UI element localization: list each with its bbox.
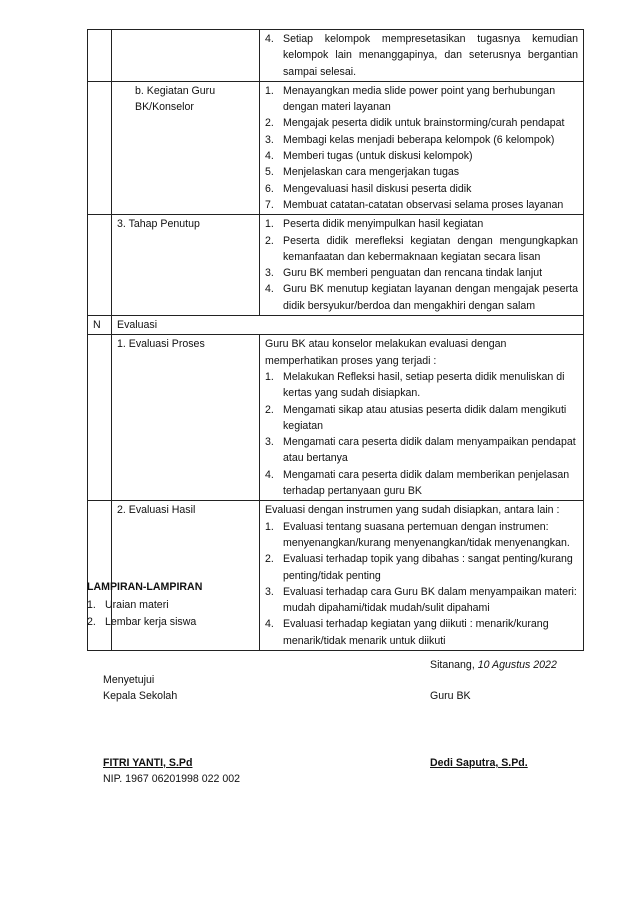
list-item: 5. Menjelaskan cara mengerjakan tugas xyxy=(265,166,460,179)
left-role: Kepala Sekolah xyxy=(103,690,178,702)
table-row xyxy=(88,335,584,501)
lesson-plan-table xyxy=(87,29,584,651)
list-item: 2. Mengamati sikap atau atusias peserta didik dalam mengikuti kegiatan xyxy=(265,403,567,432)
penutup-list xyxy=(260,215,584,316)
lampiran-list xyxy=(87,597,196,630)
signature-place-date: Sitanang, 10 Agustus 2022 xyxy=(430,659,557,671)
list-item: 6. Mengevaluasi hasil diskusi peserta didik xyxy=(265,182,472,195)
list-item: 2. Evaluasi terhadap topik yang dibahas : sangat penting/kurang penting/tidak penting xyxy=(265,553,573,582)
table-row xyxy=(88,81,584,214)
list-item: 3. Membagi kelas menjadi beberapa kelompok (6 kelompok) xyxy=(265,133,555,146)
section-title: Evaluasi xyxy=(112,316,584,335)
kegiatan-list xyxy=(260,81,584,214)
penutup-label: 3. Tahap Penutup xyxy=(112,215,260,316)
list-item: 4. Memberi tugas (untuk diskusi kelompok) xyxy=(265,150,473,163)
left-signer-name: FITRI YANTI, S.Pd xyxy=(103,757,193,769)
list-item: 3. Evaluasi terhadap cara Guru BK dalam menyampaikan materi: mudah dipahami/tidak mudah/sulit dipahami xyxy=(265,585,577,615)
table-row xyxy=(88,215,584,316)
list-item: 4. Guru BK menutup kegiatan layanan dengan mengajak peserta didik bersyukur/berdoa dan mengakhiri dengan salam xyxy=(265,283,578,312)
section-letter: N xyxy=(88,316,112,335)
kegiatan-label: b. Kegiatan Guru BK/Konselor xyxy=(112,81,260,214)
proses-label: 1. Evaluasi Proses xyxy=(112,335,260,501)
list-item: 3. Mengamati cara peserta didik dalam menyampaikan pendapat atau bertanya xyxy=(265,436,576,465)
list-item: 1. Uraian materi xyxy=(87,599,169,611)
table-row xyxy=(88,316,584,335)
list-item: 2. Lembar kerja siswa xyxy=(87,615,197,628)
list-item: 4. Mengamati cara peserta didik dalam memberikan penjelasan terhadap pertanyaan guru BK xyxy=(265,468,570,498)
list-item: 2. Peserta didik merefleksi kegiatan dengan mengungkapkan kemanfaatan dan kebermaknaan kegiatan secara lisan xyxy=(265,234,578,263)
table-row xyxy=(88,30,584,82)
list-item: 1. Menayangkan media slide power point yang berhubungan dengan materi layanan xyxy=(265,84,556,114)
list-item: 3. Guru BK memberi penguatan dan rencana tindak lanjut xyxy=(265,267,543,280)
approval-text: Menyetujui xyxy=(103,674,155,686)
continued-item: 4. Setiap kelompok mempresetasikan tugasnya kemudian kelompok lain menanggapinya, dan seterusnya bergantian sampai selesai. xyxy=(260,30,584,82)
list-item: 1. Melakukan Refleksi hasil, setiap peserta didik menuliskan di kertas yang sudah disiapkan. xyxy=(265,370,565,400)
right-role: Guru BK xyxy=(430,690,471,702)
list-item: 1. Evaluasi tentang suasana pertemuan dengan instrumen: menyenangkan/kurang menyenangkan/tidak menyenangkan. xyxy=(265,520,570,549)
right-signer-name: Dedi Saputra, S.Pd. xyxy=(430,757,528,769)
hasil-label: 2. Evaluasi Hasil xyxy=(112,501,260,651)
lampiran-title: LAMPIRAN-LAMPIRAN xyxy=(87,581,203,593)
left-signer-nip: NIP. 1967 06201998 022 002 xyxy=(103,773,241,785)
list-item: 7. Membuat catatan-catatan observasi selama proses layanan xyxy=(265,198,564,211)
proses-content: Guru BK atau konselor melakukan evaluasi dengan memperhatikan proses yang terjadi : 1. Melakukan Refleksi hasil, setiap peserta didik menuliskan di kertas yang sudah disiapkan. 2. Mengamati sikap atau atusias peserta didik dalam mengikuti kegiatan 3. Mengamati cara peserta didik dalam menyampaikan pendapat atau bertanya 4. Mengamati cara peserta didik dalam memberikan penjelasan terhadap pertanyaan guru BK xyxy=(260,335,584,501)
hasil-content: Evaluasi dengan instrumen yang sudah disiapkan, antara lain : 1. Evaluasi tentang suasana pertemuan dengan instrumen: menyenangkan/kurang menyenangkan/tidak menyenangkan. 2. Evaluasi terhadap topik yang dibahas : sangat penting/kurang penting/tidak penting 3. Evaluasi terhadap cara Guru BK dalam menyampaikan materi: mudah dipahami/tidak mudah/sulit dipahami 4. Evaluasi terhadap kegiatan yang diikuti : menarik/kurang menarik/tidak menarik untuk diikuti xyxy=(260,501,584,651)
list-item: 1. Peserta didik menyimpulkan hasil kegiatan xyxy=(265,218,484,231)
list-item: 2. Mengajak peserta didik untuk brainstorming/curah pendapat xyxy=(265,117,565,130)
list-item: 4. Evaluasi terhadap kegiatan yang diikuti : menarik/kurang menarik/tidak menarik untuk diikuti xyxy=(265,618,549,647)
